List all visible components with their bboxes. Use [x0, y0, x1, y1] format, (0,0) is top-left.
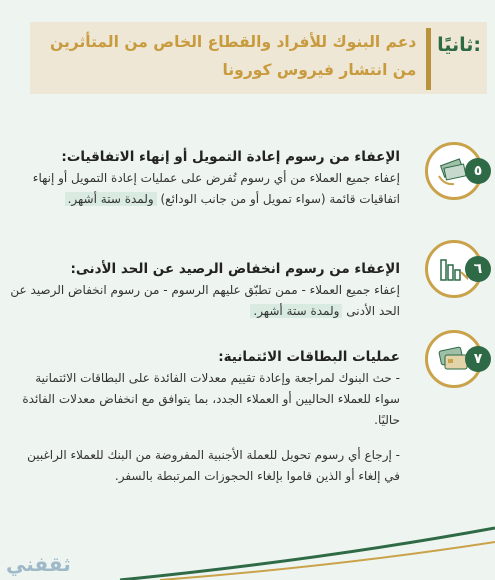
item-title: الإعفاء من رسوم انخفاض الرصيد عن الحد الأدنى:	[70, 261, 400, 277]
item-body-text: إعفاء جميع العملاء - ممن تطبّق عليهم الرسوم - من رسوم انخفاض الرصيد عن الحد الأدنى	[10, 283, 400, 318]
item-body	[10, 168, 400, 210]
item-body-highlight: ولمدة ستة أشهر.	[250, 304, 342, 318]
item-body-text: إعفاء جميع العملاء من أي رسوم تُفرض على عمليات إعادة التمويل أو إنهاء اتفاقيات قائمة (سواء تمويل أو من جانب الودائع)	[32, 171, 400, 206]
decorative-swoosh	[0, 520, 495, 580]
item-body	[10, 280, 400, 322]
section-title: دعم البنوك للأفراد والقطاع الخاص من المتأثرين من انتشار فيروس كورونا	[50, 33, 417, 79]
item-number-badge: ٦	[465, 256, 491, 282]
item-body-highlight: ولمدة ستة أشهر.	[65, 192, 157, 206]
bullet-item: - إرجاع أي رسوم تحويل للعملة الأجنبية المفروضة من البنك للعملاء الراغبين في إلغاء أو الذين قاموا بإلغاء الحجوزات المرتبطة بالسفر.	[10, 445, 400, 487]
bullet-item: - حث البنوك لمراجعة وإعادة تقييم معدلات الفائدة على البطاقات الائتمانية سواء للعملاء الحاليين أو العملاء الجدد، بما يتوافق مع انخفاض معدلات الفائدة حاليًا.	[10, 368, 400, 431]
section-number: ثانيًا:	[437, 34, 481, 56]
item-title: عمليات البطاقات الائتمانية:	[218, 349, 400, 365]
item-number-badge: ٧	[465, 346, 491, 372]
header-divider	[426, 28, 431, 90]
section-header	[30, 22, 487, 94]
item-number-badge: ٥	[465, 158, 491, 184]
site-logo: ثقفني	[6, 552, 71, 576]
item-title: الإعفاء من رسوم إعادة التمويل أو إنهاء الاتفاقيات:	[61, 149, 400, 165]
bullet-list	[10, 368, 400, 487]
